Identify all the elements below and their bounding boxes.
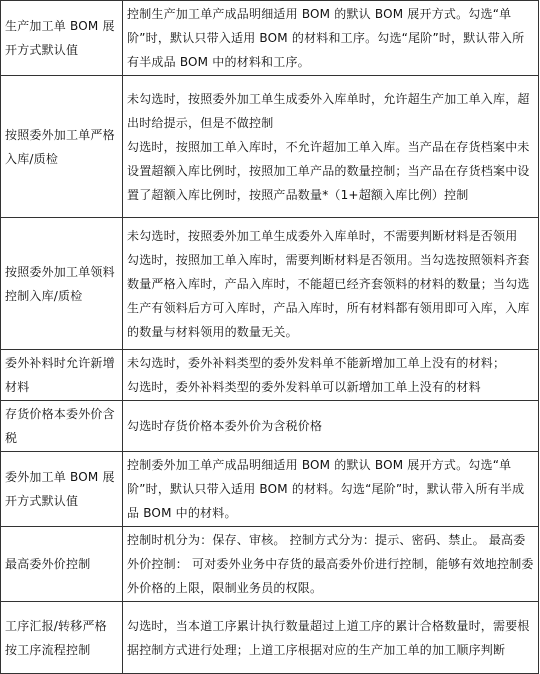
- table-row: [1, 218, 539, 350]
- desc-paragraph: 勾选时，按照加工单入库时，不允许超加工单入库。当产品在存货档案中未设置超额入库比例时，按照加工单产品的数量控制；当产品在存货档案中设置了超额入库比例时，按照产品数量*（1+超额入库比例）控制: [127, 139, 530, 202]
- param-desc-cell: [123, 602, 539, 674]
- table-row: [1, 350, 539, 401]
- table-row: [1, 452, 539, 527]
- param-name-cell: 最高委外价控制: [1, 527, 123, 602]
- param-name-cell: 按照委外加工单领料控制入库/质检: [1, 218, 123, 350]
- desc-paragraph: 勾选时，委外补料类型的委外发料单可以新增加工单上没有的材料: [127, 380, 481, 394]
- param-desc-cell: [123, 350, 539, 401]
- param-name-cell: 存货价格本委外价含税: [1, 401, 123, 452]
- desc-paragraph: 控制时机分为：保存、审核。 控制方式分为：提示、密码、禁止。 最高委外价控制： 可对委外业务中存货的最高委外价进行控制，能够有效地控制委外价格的上限，限制业务员的权限。: [127, 533, 534, 595]
- table-row: [1, 602, 539, 674]
- desc-paragraph: 控制生产加工单产成品明细适用 BOM 的默认 BOM 展开方式。勾选“单阶”时，默认只带入适用 BOM 的材料和工序。勾选“尾阶”时，默认带入所有半成品 BOM 中的材料和工序。: [127, 7, 525, 69]
- param-name-cell: 工序汇报/转移严格按工序流程控制: [1, 602, 123, 674]
- desc-paragraph: 勾选时存货价格本委外价为含税价格: [127, 419, 323, 433]
- param-desc-cell: [123, 1, 539, 76]
- param-desc-cell: [123, 527, 539, 602]
- desc-paragraph: 控制委外加工单产成品明细适用 BOM 的默认 BOM 展开方式。勾选“单阶”时，默认只带入适用 BOM 的材料。勾选“尾阶”时，默认带入所有半成品 BOM 中的材料。: [127, 458, 525, 520]
- desc-paragraph: 勾选时，当本道工序累计执行数量超过上道工序的累计合格数量时，需要根据控制方式进行处理；上道工序根据对应的生产加工单的加工顺序判断: [127, 618, 530, 657]
- desc-paragraph: 未勾选时，按照委外加工单生成委外入库单时，允许超生产加工单入库，超出时给提示，但是不做控制: [127, 91, 530, 130]
- table-row: [1, 527, 539, 602]
- param-desc-cell: [123, 401, 539, 452]
- table-row: [1, 401, 539, 452]
- param-name-cell: 按照委外加工单严格入库/质检: [1, 76, 123, 218]
- param-name-cell: 生产加工单 BOM 展开方式默认值: [1, 1, 123, 76]
- desc-paragraph: 未勾选时，委外补料类型的委外发料单不能新增加工单上没有的材料；: [127, 356, 506, 370]
- param-name-cell: 委外加工单 BOM 展开方式默认值: [1, 452, 123, 527]
- param-desc-cell: [123, 76, 539, 218]
- param-desc-cell: [123, 452, 539, 527]
- table-row: [1, 1, 539, 76]
- desc-paragraph: 勾选时，按照加工单入库时，需要判断材料是否领用。当勾选按照领料齐套数量严格入库时，产品入库时，不能超已经齐套领料的材料的数量；当勾选生产有领料后方可入库时，产品入库时，所有材料都有领用即可入库，入库的数量与材料领用的数量无关。: [127, 252, 530, 339]
- param-name-cell: 委外补料时允许新增材料: [1, 350, 123, 401]
- param-desc-cell: [123, 218, 539, 350]
- desc-paragraph: 未勾选时，按照委外加工单生成委外入库单时，不需要判断材料是否领用: [127, 228, 518, 243]
- table-row: [1, 76, 539, 218]
